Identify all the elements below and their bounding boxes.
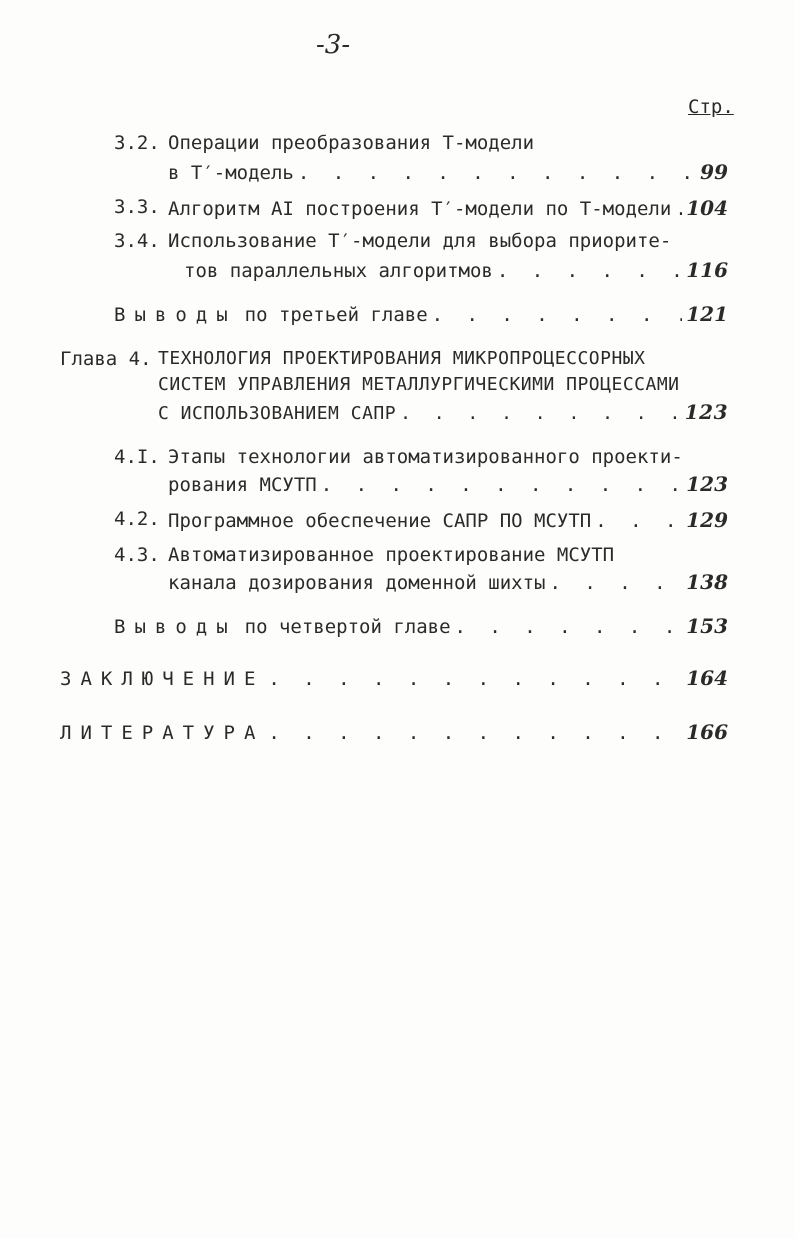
entry-keyword: Выводы [114,616,237,638]
entry-number: 4.2. [114,508,160,530]
dot-leader [550,572,683,594]
dot-leader [455,616,683,638]
entry-page: 116 [686,258,728,282]
page-number: -3- [316,30,351,60]
entry-number: 3.2. [114,132,160,154]
entry-title: Операции преобразования Т-модели [168,132,535,154]
chapter-title-cont: С ИСПОЛЬЗОВАНИЕМ САПР [158,403,397,424]
entry-title: Автоматизированное проектирование МСУТП [168,544,615,566]
entry-title-cont: канала дозирования доменной шихты [168,572,546,594]
dot-leader [321,474,683,496]
entry-keyword: ЗАКЛЮЧЕНИЕ [60,668,265,690]
entry-title: Этапы технологии автоматизированного проекти- [168,446,683,468]
entry-page: 121 [686,302,728,326]
entry-title: Алгоритм АI построения Т′-модели по Т-модели [168,198,672,220]
entry-page: 153 [686,614,728,638]
dot-leader [298,162,696,184]
entry-page: 164 [686,666,728,690]
dot-leader [497,260,682,282]
dot-leader [675,198,682,220]
entry-title: по четвертой главе [244,616,451,638]
dot-leader [268,722,682,744]
entry-title: Использование Т′-модели для выбора приорите- [168,230,672,252]
entry-keyword: Выводы [114,304,237,326]
entry-keyword: ЛИТЕРАТУРА [60,722,265,744]
dot-leader [595,510,682,532]
entry-number: 3.4. [114,230,160,252]
entry-number: 4.3. [114,544,160,566]
chapter-title-cont: СИСТЕМ УПРАВЛЕНИЯ МЕТАЛЛУРГИЧЕСКИМИ ПРОЦЕССАМИ [158,374,680,395]
entry-page: 99 [700,160,728,184]
entry-number: 4.I. [114,446,160,468]
entry-page: 123 [686,472,728,496]
entry-number: 3.3. [114,196,160,218]
entry-title: по третьей главе [244,304,428,326]
entry-title: Программное обеспечение САПР ПО МСУТП [168,510,592,532]
entry-title-cont: рования МСУТП [168,474,317,496]
entry-page: 129 [686,508,728,532]
entry-page: 123 [684,400,728,424]
entry-page: 166 [686,720,728,744]
entry-page: 104 [686,196,728,220]
chapter-label: Глава 4. [60,348,152,370]
dot-leader [400,403,681,424]
entry-title-cont: тов параллельных алгоритмов [184,260,493,282]
dot-leader [432,304,683,326]
dot-leader [268,668,682,690]
entry-page: 138 [686,570,728,594]
page-column-header: Стр. [688,96,734,118]
chapter-title: ТЕХНОЛОГИЯ ПРОЕКТИРОВАНИЯ МИКРОПРОЦЕССОРНЫХ [158,348,646,369]
entry-title-cont: в Т′-модель [168,162,294,184]
